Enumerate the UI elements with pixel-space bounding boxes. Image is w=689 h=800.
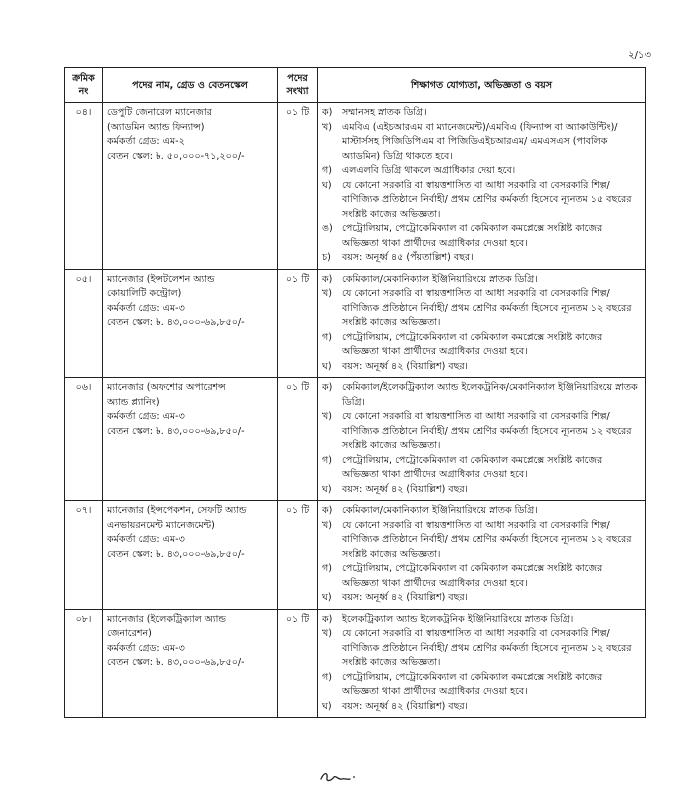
qualification-item [322,381,641,410]
qualification-item [322,519,641,563]
post-cell [103,609,278,718]
table-row [65,103,646,270]
count-cell: ০১ টি [278,609,318,718]
qualification-text: পেট্রোলিয়াম, পেট্রোকেমিক্যাল বা কেমিক্যাল কমপ্লেক্সে সংশ্লিষ্ট কাজের অভিজ্ঞতা থাকা প্রার্থীদের অগ্রাধিকার দেওয়া হবে। [342,454,603,480]
table-row [65,378,646,501]
qualification-text: বয়স: অনূর্ধ্ব ৪২ (বিয়াল্লিশ) বছর। [342,483,468,495]
qualification-item [322,483,641,498]
qualification-text: পেট্রোলিয়াম, পেট্রোকেমিক্যাল বা কেমিক্যাল কমপ্লেক্সে সংশ্লিষ্ট কাজের অভিজ্ঞতা থাকা প্রার্থীদের অগ্রাধিকার দেওয়া হবে। [342,223,603,249]
table-header-row [65,68,646,103]
page-number: ২/১৩ [628,50,651,61]
qualification-mark: খ) [322,628,332,639]
qualification-item [322,331,641,360]
post-line: বেতন স্কেল: ৳. ৪৩,০০০-৬৯,৮৫০/- [107,548,245,560]
post-line: ম্যানেজার (ইন্সটলেশন অ্যান্ড [107,273,215,285]
qualification-item [322,410,641,454]
qualification-text: যে কোনো সরকারি বা স্বায়ত্তশাসিত বা আধা সরকারি বা বেসরকারি শিল্প/বাণিজ্যিক প্রতিষ্ঠানে নির্বাহী/ প্রথম শ্রেণির কর্মকর্তা হিসেবে ন্যূনতম ১২ বছরের সংশ্লিষ্ট কাজের অভিজ্ঞতা। [342,288,632,328]
qualification-item [322,671,641,700]
post-line: (অ্যাডমিন অ্যান্ড ফিন্যান্স) [107,121,205,133]
qualification-mark: ক) [322,273,333,285]
qualification-text: এলএলবি ডিগ্রি থাকলে অগ্রাধিকার দেয়া হবে। [342,165,516,176]
qualification-text: এমবিএ (এইচআরএম বা ম্যানেজমেন্ট)/এমবিএ (ফিন্যান্স বা অ্যাকাউন্টিং)/মাস্টার্সসহ পিজিডিপিএম বা পিজিডিএইচআরএম/ এমএসএস (পাবলিক অ্যাডমিন) ডিগ্রি থাকতে হবে। [342,121,618,162]
count-cell: ০১ টি [278,501,318,610]
count-cell: ০১ টি [278,378,318,501]
serial-cell: ০৬। [65,378,103,501]
qualification-text: বয়স: অনূর্ধ্ব ৪৫ (পঁয়তাল্লিশ) বছর। [342,252,474,263]
qualification-text: কেমিক্যাল/ইলেকট্রিক্যাল অ্যান্ড ইলেকট্রনিক/মেকানিক্যাল ইঞ্জিনিয়ারিংয়ে স্নাতক ডিগ্রি। [342,382,638,408]
post-line: অ্যান্ড প্ল্যানিং) [107,396,160,408]
table-row [65,609,646,718]
qualification-item [322,591,641,606]
header-count: পদের সংখ্যা [278,68,318,103]
serial-cell: ০৮। [65,609,103,718]
qualification-item [322,179,641,223]
post-cell [103,103,278,270]
qualification-mark: ঙ) [322,223,333,234]
serial-cell: ০৫। [65,269,103,378]
qualification-mark: খ) [322,411,332,422]
qualification-mark: গ) [322,165,332,176]
post-line: কর্মকর্তা গ্রেড: এম-৩ [107,642,185,654]
count-cell: ০১ টি [278,269,318,378]
qualification-item [322,273,641,288]
post-line: ম্যানেজার (ইন্সপেকশন, সেফটি অ্যান্ড [107,505,247,516]
count-cell: ০১ টি [278,103,318,270]
signature-icon [318,768,358,786]
post-cell [103,378,278,501]
post-line: বেতন স্কেল: ৳. ৪৩,০০০-৬৯,৮৫০/- [107,657,245,668]
qualification-item [322,106,641,121]
qualification-cell [318,501,646,610]
qualification-mark: ঘ) [322,360,332,372]
qualification-item [322,287,641,331]
qualification-mark: খ) [322,519,332,531]
qualification-text: পেট্রোলিয়াম, পেট্রোকেমিক্যাল বা কেমিক্যাল কমপ্লেক্সে সংশ্লিষ্ট কাজের অভিজ্ঞতা থাকা প্রার্থীদের অগ্রাধিকার দেওয়া হবে। [342,671,603,697]
qualification-text: যে কোনো সরকারি বা স্বায়ত্তশাসিত বা আধা সরকারি বা বেসরকারি শিল্প/বাণিজ্যিক প্রতিষ্ঠানে নির্বাহী/ প্রথম শ্রেণির কর্মকর্তা হিসেবে ন্যূনতম ১৫ বছরের সংশ্লিষ্ট কাজের অভিজ্ঞতা। [342,179,632,220]
qualification-mark: ঘ) [322,592,332,603]
qualification-text: যে কোনো সরকারি বা স্বায়ত্তশাসিত বা আধা সরকারি বা বেসরকারি শিল্প/বাণিজ্যিক প্রতিষ্ঠানে নির্বাহী/ প্রথম শ্রেণির কর্মকর্তা হিসেবে ন্যূনতম ১২ বছরের সংশ্লিষ্ট কাজের অভিজ্ঞতা। [342,411,632,451]
qualification-item [322,360,641,375]
serial-cell: ০৪। [65,103,103,270]
qualification-mark: গ) [322,563,332,574]
qualification-item [322,627,641,671]
qualification-cell [318,378,646,501]
qualification-mark: ক) [322,613,333,625]
qualification-text: যে কোনো সরকারি বা স্বায়ত্তশাসিত বা আধা সরকারি বা বেসরকারি শিল্প/বাণিজ্যিক প্রতিষ্ঠানে নির্বাহী/ প্রথম শ্রেণির কর্মকর্তা হিসেবে ন্যূনতম ১২ বছরের সংশ্লিষ্ট কাজের অভিজ্ঞতা। [342,628,632,668]
post-line: ম্যানেজার (ইলেকট্রিক্যাল অ্যান্ড [107,613,227,625]
qualification-mark: ক) [322,107,333,118]
qualification-item [322,164,641,179]
qualification-text: সম্মানসহ স্নাতক ডিগ্রি। [342,107,427,118]
job-table [64,67,646,718]
qualification-item [322,222,641,251]
qualification-item [322,121,641,165]
qualification-text: বয়স: অনূর্ধ্ব ৪২ (বিয়াল্লিশ) বছর। [342,360,468,372]
post-line: কর্মকর্তা গ্রেড: এম-৩ [107,534,185,545]
qualification-cell [318,609,646,718]
post-line: বেতন স্কেল: ৳. ৪৩,০০০-৬৯,৮৫০/- [107,425,245,437]
post-cell [103,501,278,610]
qualification-mark: ক) [322,382,333,393]
post-line: কর্মকর্তা গ্রেড: এম-২ [107,136,185,147]
post-line: কোয়ালিটি কন্ট্রোল) [107,288,182,299]
qualification-text: ইলেকট্রিক্যাল অ্যান্ড ইলেকট্রনিক ইঞ্জিনিয়ারিংয়ে স্নাতক ডিগ্রি। [342,613,574,625]
post-line: এনভায়রনমেন্ট ম্যানেজমেন্ট) [107,519,215,531]
qualification-mark: খ) [322,121,332,133]
qualification-item [322,700,641,715]
qualification-mark: গ) [322,331,332,343]
qualification-mark: ক) [322,505,333,516]
table-row [65,501,646,610]
table-body [65,103,646,718]
serial-cell: ০৭। [65,501,103,610]
post-line: জেনারেশন) [107,628,152,639]
header-qualification: শিক্ষাগত যোগ্যতা, অভিজ্ঞতা ও বয়স [318,68,646,103]
post-cell [103,269,278,378]
qualification-text: বয়স: অনূর্ধ্ব ৪২ (বিয়াল্লিশ) বছর। [342,592,468,603]
qualification-item [322,562,641,591]
qualification-text: কেমিক্যাল/মেকানিক্যাল ইঞ্জিনিয়ারিংয়ে স্নাতক ডিগ্রি। [342,273,538,285]
post-line: কর্মকর্তা গ্রেড: এম-৩ [107,411,185,422]
post-line: ম্যানেজার (অফশোর অপারেশন্স [107,382,226,393]
post-line: ডেপুটি জেনারেল ম্যানেজার [107,107,212,118]
header-serial: ক্রমিক নং [65,68,103,103]
qualification-text: পেট্রোলিয়াম, পেট্রোকেমিক্যাল বা কেমিক্যাল কমপ্লেক্সে সংশ্লিষ্ট কাজের অভিজ্ঞতা থাকা প্রার্থীদের অগ্রাধিকার দেওয়া হবে। [342,331,603,357]
qualification-mark: ঘ) [322,483,332,495]
qualification-mark: ঘ) [322,700,332,712]
qualification-cell [318,103,646,270]
qualification-mark: গ) [322,671,332,683]
qualification-cell [318,269,646,378]
qualification-text: যে কোনো সরকারি বা স্বায়ত্তশাসিত বা আধা সরকারি বা বেসরকারি শিল্প/বাণিজ্যিক প্রতিষ্ঠানে নির্বাহী/ প্রথম শ্রেণির কর্মকর্তা হিসেবে ন্যূনতম ১২ বছরের সংশ্লিষ্ট কাজের অভিজ্ঞতা। [342,519,632,560]
qualification-text: কেমিক্যাল/মেকানিক্যাল ইঞ্জিনিয়ারিংয়ে স্নাতক ডিগ্রি। [342,505,538,516]
qualification-mark: খ) [322,288,332,299]
qualification-mark: ঘ) [322,179,332,191]
qualification-text: বয়স: অনূর্ধ্ব ৪২ (বিয়াল্লিশ) বছর। [342,700,468,712]
qualification-item [322,454,641,483]
qualification-item [322,251,641,266]
qualification-mark: গ) [322,454,332,466]
qualification-text: পেট্রোলিয়াম, পেট্রোকেমিক্যাল বা কেমিক্যাল কমপ্লেক্সে সংশ্লিষ্ট কাজের অভিজ্ঞতা থাকা প্রার্থীদের অগ্রাধিকার দেওয়া হবে। [342,563,603,589]
post-line: বেতন স্কেল: ৳. ৫০,০০০-৭১,২০০/- [107,150,245,162]
qualification-item [322,613,641,628]
table-row [65,269,646,378]
post-line: বেতন স্কেল: ৳. ৪৩,০০০-৬৯,৮৫০/- [107,317,245,328]
header-post: পদের নাম, গ্রেড ও বেতনস্কেল [103,68,278,103]
qualification-mark: চ) [322,252,331,263]
qualification-item [322,504,641,519]
post-line: কর্মকর্তা গ্রেড: এম-৩ [107,302,185,314]
